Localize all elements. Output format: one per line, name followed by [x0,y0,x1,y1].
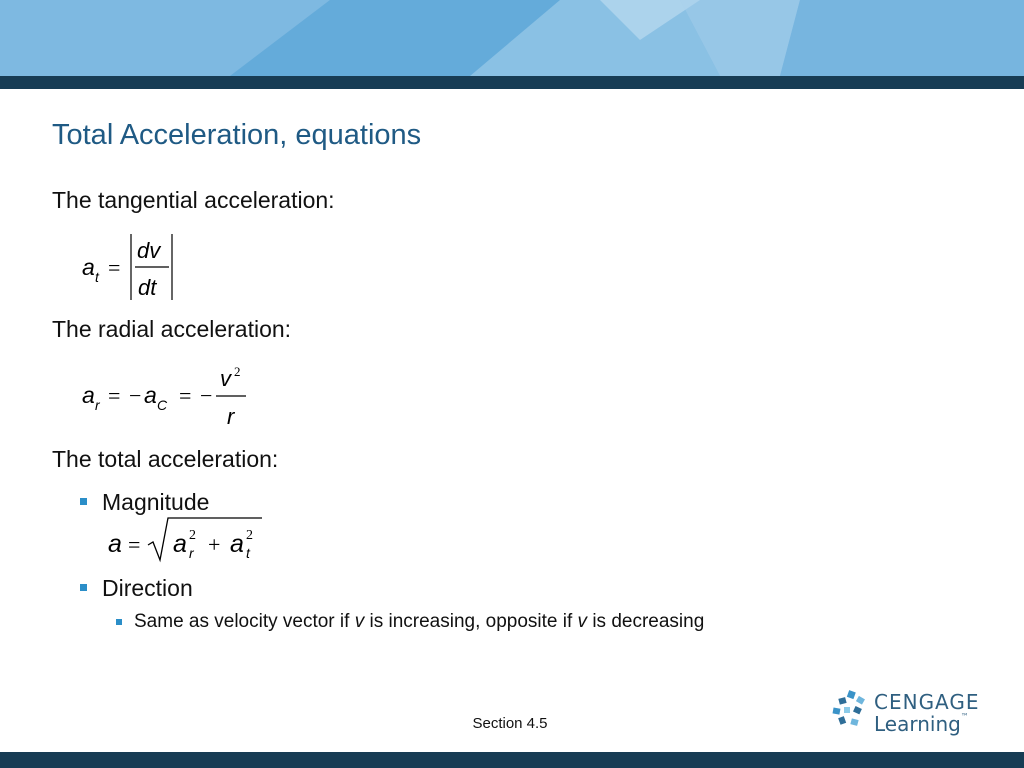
svg-text:=: = [108,255,121,280]
svg-text:=: = [108,383,121,408]
svg-text:=: = [128,532,141,557]
svg-text:a: a [82,254,95,280]
top-banner [0,0,1024,76]
svg-text:r: r [227,404,235,429]
svg-text:dv: dv [137,238,161,263]
slide-title: Total Acceleration, equations [52,119,422,151]
svg-text:+: + [208,532,221,557]
svg-text:a: a [82,382,95,408]
sub-bullet-text-3: is decreasing [587,611,705,632]
svg-text:a: a [144,382,157,408]
bullet-marker [80,584,87,591]
sub-bullet-marker [116,619,122,625]
bottom-rule [0,752,1024,768]
radial-equation [78,362,258,439]
svg-text:−: − [200,383,213,408]
svg-text:C: C [157,397,168,413]
svg-text:r: r [95,397,100,413]
bullet-magnitude: Magnitude [102,489,210,515]
bullet-direction: Direction [102,575,193,601]
svg-text:a: a [173,530,187,558]
bullet-marker [80,498,87,505]
logo-trademark: ™ [960,712,969,721]
svg-text:a: a [108,530,122,558]
svg-text:2: 2 [234,364,241,379]
banner-pattern [0,0,1024,76]
section-label: Section 4.5 [472,715,548,732]
svg-text:v: v [220,366,231,391]
logo-word-learning [874,712,969,736]
svg-text:dt: dt [138,275,157,300]
sub-bullet-direction [134,611,704,633]
logo-mark-icon [830,688,872,734]
logo-learning-text: Learning [874,712,961,736]
svg-text:t: t [95,269,99,285]
svg-text:2: 2 [246,528,253,543]
svg-text:=: = [179,383,192,408]
sub-bullet-text-1: Same as velocity vector if [134,611,355,632]
top-rule [0,76,1024,89]
sub-bullet-text-2: is increasing, opposite if [364,611,578,632]
radial-label: The radial acceleration: [52,316,292,342]
logo-word-cengage: CENGAGE [874,690,980,714]
variable-v: v [577,611,588,632]
total-label: The total acceleration: [52,446,279,472]
tangential-label: The tangential acceleration: [52,187,335,213]
magnitude-equation [104,515,269,570]
svg-text:t: t [246,545,250,561]
cengage-logo [830,688,980,738]
svg-text:2: 2 [189,528,196,543]
svg-text:−: − [129,383,142,408]
svg-text:a: a [230,530,244,558]
tangential-equation [78,232,188,309]
svg-text:r: r [189,545,194,561]
variable-v: v [354,611,365,632]
